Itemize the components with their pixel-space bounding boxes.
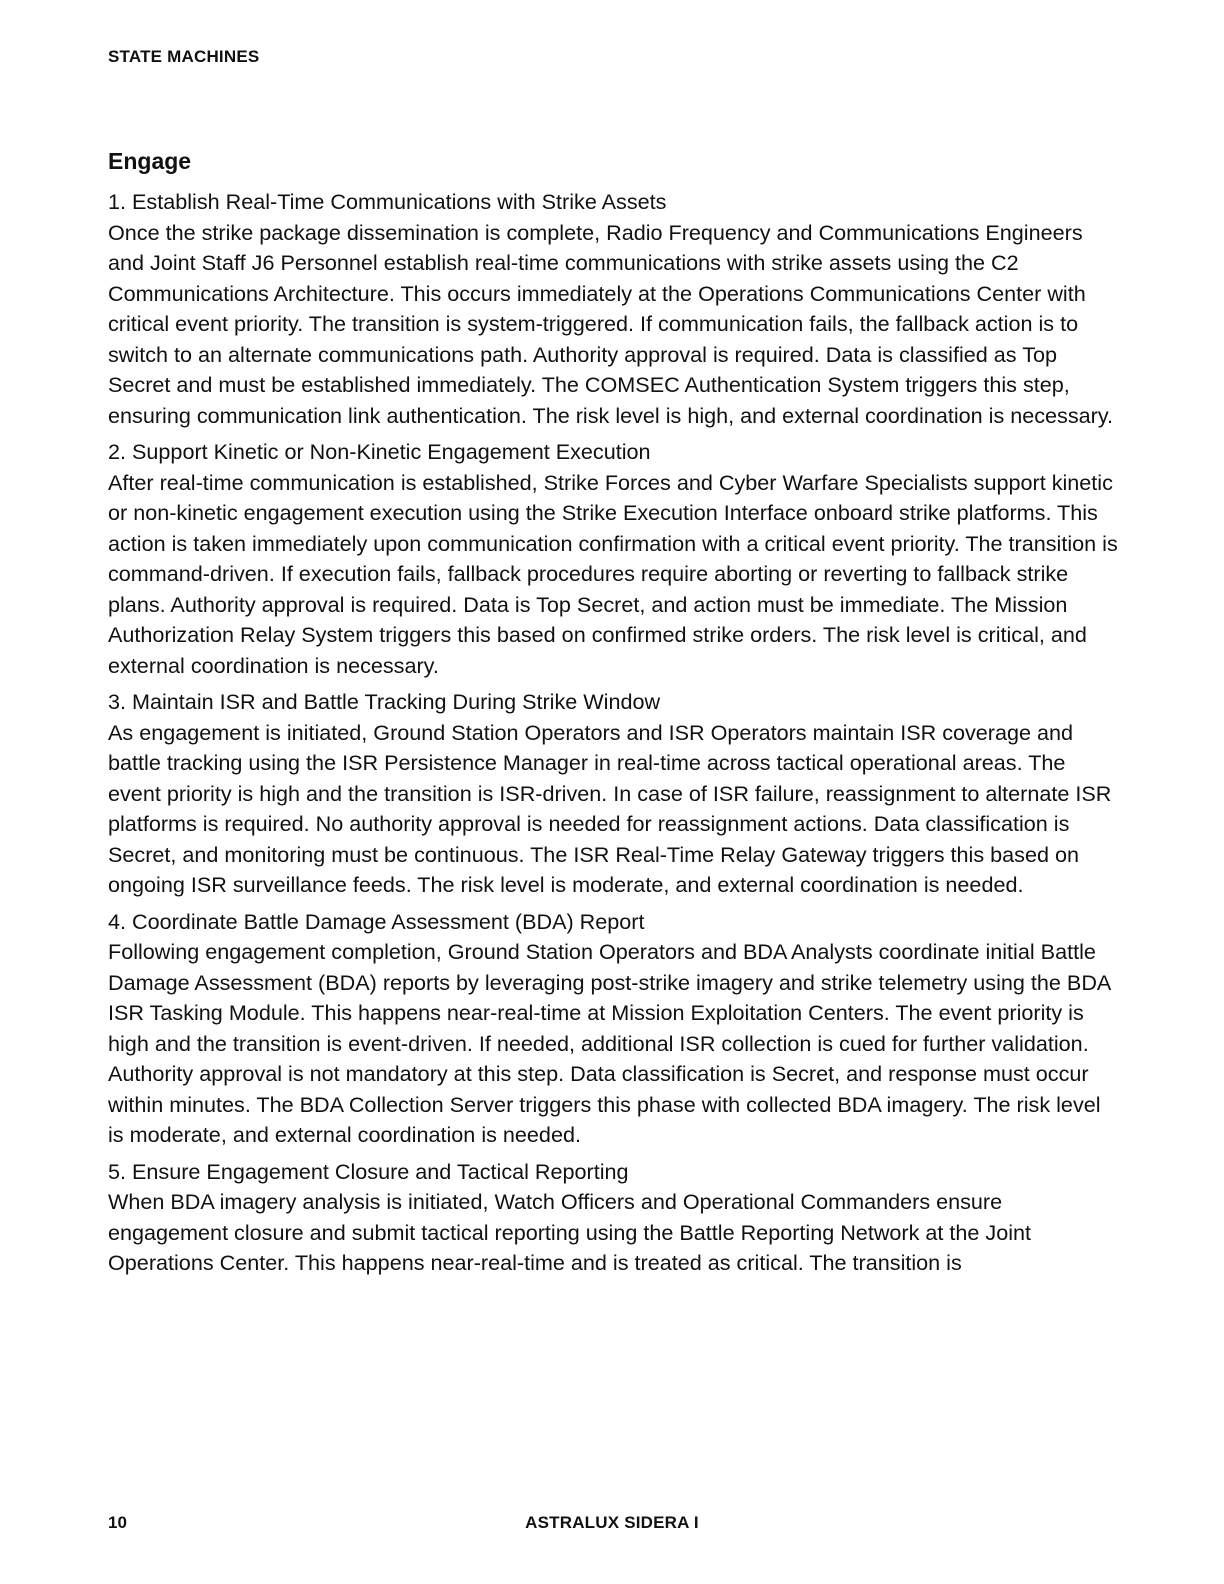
step-1 [108, 187, 1118, 431]
step-4 [108, 907, 1118, 1151]
page-content [108, 145, 1118, 1285]
running-header: STATE MACHINES [108, 47, 260, 66]
step-3 [108, 687, 1118, 901]
step-2 [108, 437, 1118, 681]
step-body: Following engagement completion, Ground Station Operators and BDA Analysts coordinate initial Battle Damage Assessment (BDA) reports by leveraging post-strike imagery and strike telemetry using the BDA ISR Tasking Module. This happens near-real-time at Mission Exploitation Centers. The event priority is high and the transition is event-driven. If needed, additional ISR collection is cued for further validation. Authority approval is not mandatory at this step. Data classification is Secret, and response must occur within minutes. The BDA Collection Server triggers this phase with collected BDA imagery. The risk level is moderate, and external coordination is needed. [108, 939, 1111, 1147]
step-body: When BDA imagery analysis is initiated, Watch Officers and Operational Commanders ensure engagement closure and submit tactical reporting using the Battle Reporting Network at the Joint Operations Center. This happens near-real-time and is treated as critical. The transition is [108, 1189, 1032, 1275]
section-title: Engage [108, 148, 192, 174]
step-body: Once the strike package dissemination is complete, Radio Frequency and Communications Engineers and Joint Staff J6 Personnel establish real-time communications with strike assets using the C2 Communications Architecture. This occurs immediately at the Operations Communications Center with critical event priority. The transition is system-triggered. If communication fails, the fallback action is to switch to an alternate communications path. Authority approval is required. Data is classified as Top Secret and must be established immediately. The COMSEC Authentication System triggers this step, ensuring communication link authentication. The risk level is high, and external coordination is necessary. [108, 219, 1114, 428]
step-title: 2. Support Kinetic or Non-Kinetic Engagement Execution [108, 439, 651, 464]
step-title: 3. Maintain ISR and Battle Tracking During Strike Window [108, 689, 661, 714]
step-body: As engagement is initiated, Ground Station Operators and ISR Operators maintain ISR coverage and battle tracking using the ISR Persistence Manager in real-time across tactical operational areas. The event priority is high and the transition is ISR-driven. In case of ISR failure, reassignment to alternate ISR platforms is required. No authority approval is needed for reassignment actions. Data classification is Secret, and monitoring must be continuous. The ISR Real-Time Relay Gateway triggers this based on ongoing ISR surveillance feeds. The risk level is moderate, and external coordination is needed. [108, 719, 1112, 897]
step-title: 1. Establish Real-Time Communications with Strike Assets [108, 189, 667, 214]
step-5 [108, 1157, 1118, 1279]
footer-document-title: ASTRALUX SIDERA I [525, 1513, 699, 1532]
step-title: 4. Coordinate Battle Damage Assessment (BDA) Report [108, 908, 645, 934]
page-number: 10 [108, 1513, 127, 1532]
step-body: After real-time communication is established, Strike Forces and Cyber Warfare Specialists support kinetic or non-kinetic engagement execution using the Strike Execution Interface onboard strike platforms. This action is taken immediately upon communication confirmation with a critical event priority. The transition is command-driven. If execution fails, fallback procedures require aborting or reverting to fallback strike plans. Authority approval is required. Data is Top Secret, and action must be immediate. The Mission Authorization Relay System triggers this based on confirmed strike orders. The risk level is critical, and external coordination is necessary. [108, 469, 1118, 678]
step-title: 5. Ensure Engagement Closure and Tactical Reporting [108, 1158, 629, 1184]
